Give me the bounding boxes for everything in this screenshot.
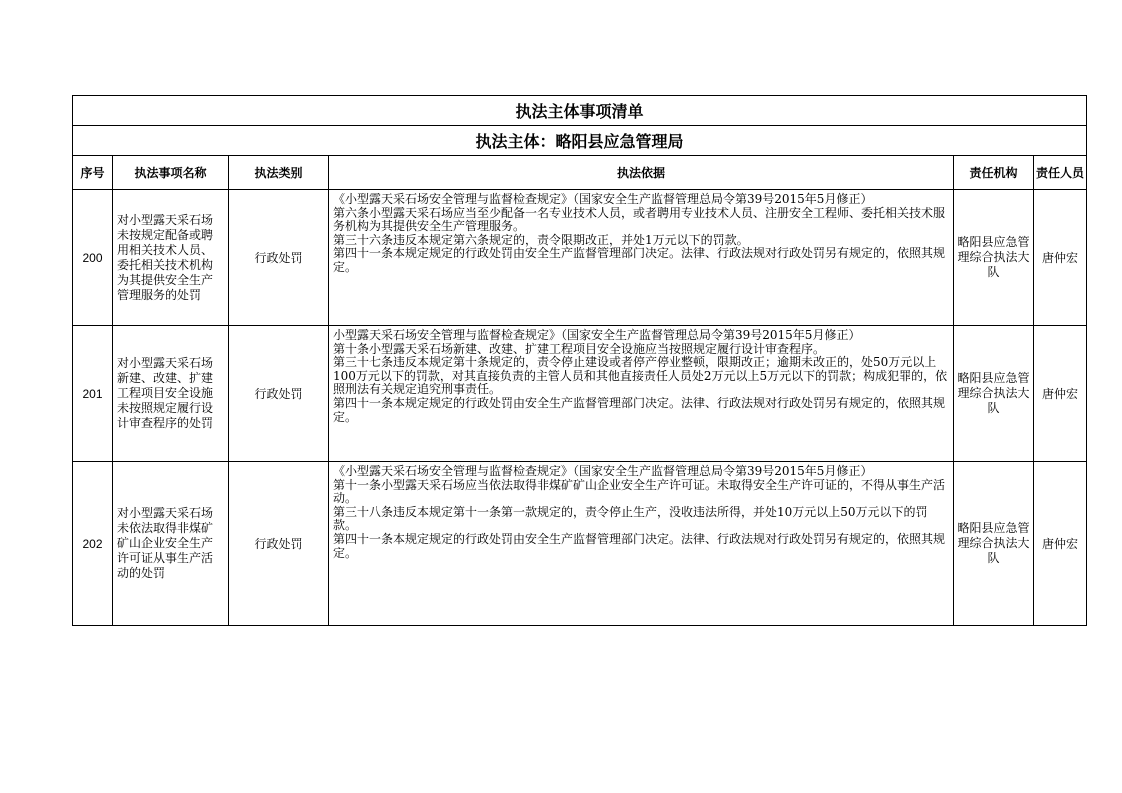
row-seq: 200: [73, 190, 113, 326]
header-org: 责任机构: [954, 156, 1034, 190]
table-row: [73, 462, 1087, 626]
header-type: 执法类别: [229, 156, 329, 190]
basis-line: 第三十八条违反本规定第十一条第一款规定的，责令停止生产，没收违法所得，并处10万元以上50万元以下的罚款。: [333, 504, 928, 533]
basis-line: 第十条小型露天采石场新建、改建、扩建工程项目安全设施应当按照规定履行设计审查程序。: [333, 341, 826, 356]
row-item-name: 对小型露天采石场未按规定配备或聘用相关技术人员、委托相关技术机构为其提供安全生产管理服务的处罚: [113, 190, 229, 326]
enforcement-subject: 执法主体：略阳县应急管理局: [73, 126, 1087, 156]
basis-line: 第六条小型露天采石场应当至少配备一名专业技术人员，或者聘用专业技术人员、注册安全工程师、委托相关技术服务机构为其提供安全生产管理服务。: [333, 205, 946, 234]
row-person: 唐仲宏: [1034, 190, 1087, 326]
table-row: [73, 190, 1087, 326]
row-person: 唐仲宏: [1034, 326, 1087, 462]
row-org: 略阳县应急管理综合执法大队: [954, 190, 1034, 326]
table-row: [73, 326, 1087, 462]
row-basis: [329, 190, 954, 326]
row-seq: 201: [73, 326, 113, 462]
header-basis: 执法依据: [329, 156, 954, 190]
basis-line: 《小型露天采石场安全管理与监督检查规定》（国家安全生产监督管理总局令第39号2015年5月修正）: [333, 464, 873, 478]
basis-line: 小型露天采石场安全管理与监督检查规定》（国家安全生产监督管理总局令第39号2015年5月修正）: [333, 328, 861, 342]
row-type: 行政处罚: [229, 326, 329, 462]
enforcement-items-table: [72, 95, 1087, 626]
row-item-name: 对小型露天采石场未依法取得非煤矿矿山企业安全生产许可证从事生产活动的处罚: [113, 462, 229, 626]
header-person: 责任人员: [1034, 156, 1087, 190]
header-name: 执法事项名称: [113, 156, 229, 190]
row-org: 略阳县应急管理综合执法大队: [954, 462, 1034, 626]
basis-line: 第四十一条本规定规定的行政处罚由安全生产监督管理部门决定。法律、行政法规对行政处罚另有规定的，依照其规定。: [333, 246, 946, 274]
basis-line: 第三十六条违反本规定第六条规定的，责令限期改正，并处1万元以下的罚款。: [333, 232, 749, 247]
basis-line: 第三十七条违反本规定第十条规定的，责令停止建设或者停产停业整顿，限期改正；逾期未改正的，处50万元以上100万元以下的罚款，对其直接负责的主管人员和其他直接责任人员处2万元以上5万元以下的罚款；构成犯罪的，依照刑法有关规定追究刑事责任。: [333, 355, 948, 397]
row-type: 行政处罚: [229, 462, 329, 626]
sheet-title: 执法主体事项清单: [73, 96, 1087, 126]
basis-line: 第四十一条本规定规定的行政处罚由安全生产监督管理部门决定。法律、行政法规对行政处罚另有规定的，依照其规定。: [333, 531, 946, 560]
row-basis: [329, 462, 954, 626]
basis-line: 第四十一条本规定规定的行政处罚由安全生产监督管理部门决定。法律、行政法规对行政处罚另有规定的，依照其规定。: [333, 395, 946, 424]
header-seq: 序号: [73, 156, 113, 190]
row-item-name: 对小型露天采石场新建、改建、扩建工程项目安全设施未按照规定履行设计审查程序的处罚: [113, 326, 229, 462]
header-row: [73, 156, 1087, 190]
basis-line: 第十一条小型露天采石场应当依法取得非煤矿矿山企业安全生产许可证。未取得安全生产许可证的，不得从事生产活动。: [333, 477, 946, 506]
row-type: 行政处罚: [229, 190, 329, 326]
row-basis: [329, 326, 954, 462]
row-org: 略阳县应急管理综合执法大队: [954, 326, 1034, 462]
basis-line: 《小型露天采石场安全管理与监督检查规定》（国家安全生产监督管理总局令第39号2015年5月修正）: [333, 192, 873, 206]
enforcement-items-sheet: [72, 95, 1086, 626]
row-seq: 202: [73, 462, 113, 626]
row-person: 唐仲宏: [1034, 462, 1087, 626]
